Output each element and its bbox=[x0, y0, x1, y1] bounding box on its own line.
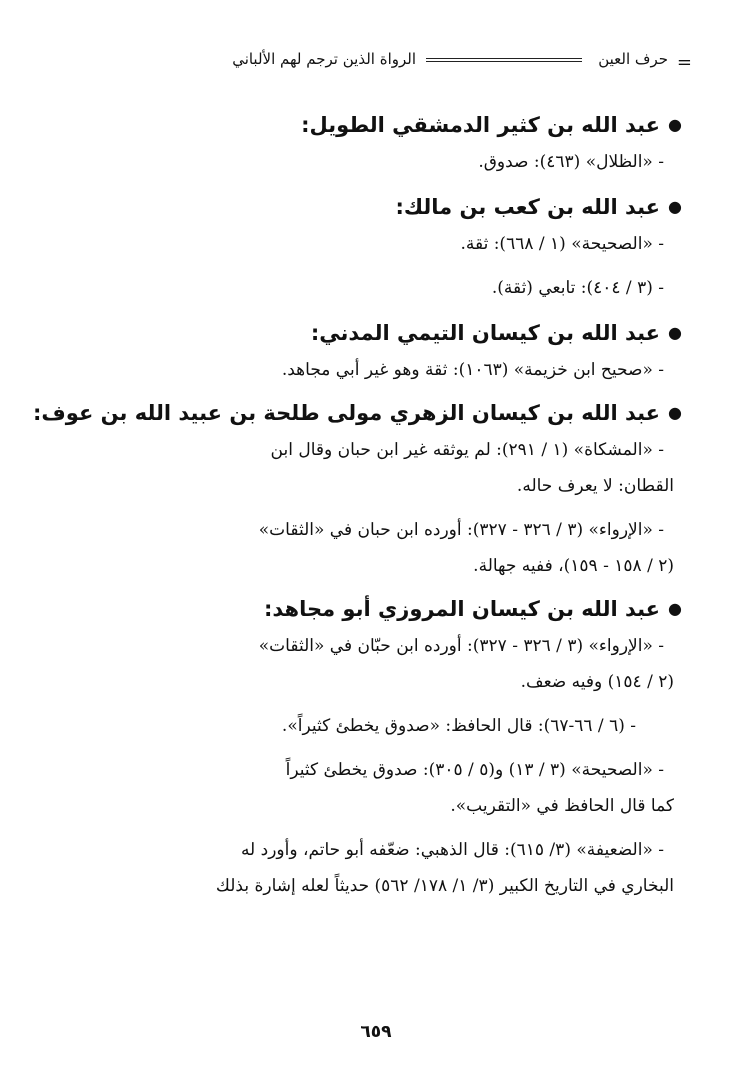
bullet-icon: ● bbox=[668, 323, 682, 342]
bullet-icon: ● bbox=[668, 197, 682, 216]
citation-line: - «المشكاة» (١ / ٢٩١): لم يوثقه غير ابن حبان وقال ابن bbox=[270, 440, 664, 460]
entry-heading bbox=[74, 316, 682, 352]
citation-line: - «الصحيحة» (٣ / ١٣) و(٥ / ٣٠٥): صدوق يخطئ كثيراً bbox=[285, 760, 664, 780]
citation-line: - «الإرواء» (٣ / ٣٢٦ - ٣٢٧): أورده ابن حبّان في «الثقات» bbox=[258, 636, 664, 656]
citation-continuation: البخاري في التاريخ الكبير (٣/ ١/ ١٧٨/ ٥٦٢) حديثاً لعله إشارة بذلك bbox=[215, 876, 674, 896]
citation-line: - (٦ / ٦٦-٦٧): قال الحافظ: «صدوق يخطئ كثيراً». bbox=[281, 716, 636, 736]
entry-heading bbox=[74, 592, 682, 628]
entry-heading bbox=[74, 190, 682, 226]
header-rule bbox=[426, 58, 582, 62]
narrator-name: عبد الله بن كعب بن مالك: bbox=[395, 195, 661, 219]
citation-line: - (٣ / ٤٠٤): تابعي (ثقة). bbox=[491, 278, 664, 298]
citation-continuation: (٢ / ١٥٨ - ١٥٩)، ففيه جهالة. bbox=[473, 556, 674, 576]
bullet-icon: ● bbox=[668, 599, 682, 618]
citation-line: - «صحيح ابن خزيمة» (١٠٦٣): ثقة وهو غير أبي مجاهد. bbox=[281, 360, 664, 380]
page-number: ٦٥٩ bbox=[360, 1022, 392, 1042]
citation-continuation: (٢ / ١٥٤) وفيه ضعف. bbox=[520, 672, 674, 692]
bullet-icon: ● bbox=[668, 115, 682, 134]
narrator-name: عبد الله بن كثير الدمشقي الطويل: bbox=[301, 113, 661, 137]
citation-line: - «الصحيحة» (١ / ٦٦٨): ثقة. bbox=[460, 234, 664, 254]
chapter-title: حرف العين bbox=[598, 50, 668, 68]
citation-line: - «الظلال» (٤٦٣): صدوق. bbox=[478, 152, 664, 172]
page-body bbox=[33, 108, 682, 904]
entry-heading bbox=[74, 108, 682, 144]
citation-continuation: كما قال الحافظ في «التقريب». bbox=[450, 796, 674, 816]
narrator-name: عبد الله بن كيسان التيمي المدني: bbox=[310, 321, 661, 345]
citation-line: - «الضعيفة» (٣/ ٦١٥): قال الذهبي: ضعّفه أبو حاتم، وأورد له bbox=[240, 840, 664, 860]
citation-continuation: القطان: لا يعرف حاله. bbox=[516, 476, 674, 496]
citation-line: - «الإرواء» (٣ / ٣٢٦ - ٣٢٧): أورده ابن حبان في «الثقات» bbox=[258, 520, 664, 540]
entry-heading bbox=[33, 396, 682, 432]
running-header bbox=[62, 48, 692, 74]
narrator-name: عبد الله بن كيسان الزهري مولى طلحة بن عبيد الله بن عوف: bbox=[33, 401, 661, 425]
bullet-icon: ● bbox=[668, 403, 682, 422]
book-title: الرواة الذين ترجم لهم الألباني bbox=[232, 50, 416, 68]
narrator-name: عبد الله بن كيسان المروزي أبو مجاهد: bbox=[264, 597, 661, 621]
header-dash: = bbox=[676, 52, 692, 73]
